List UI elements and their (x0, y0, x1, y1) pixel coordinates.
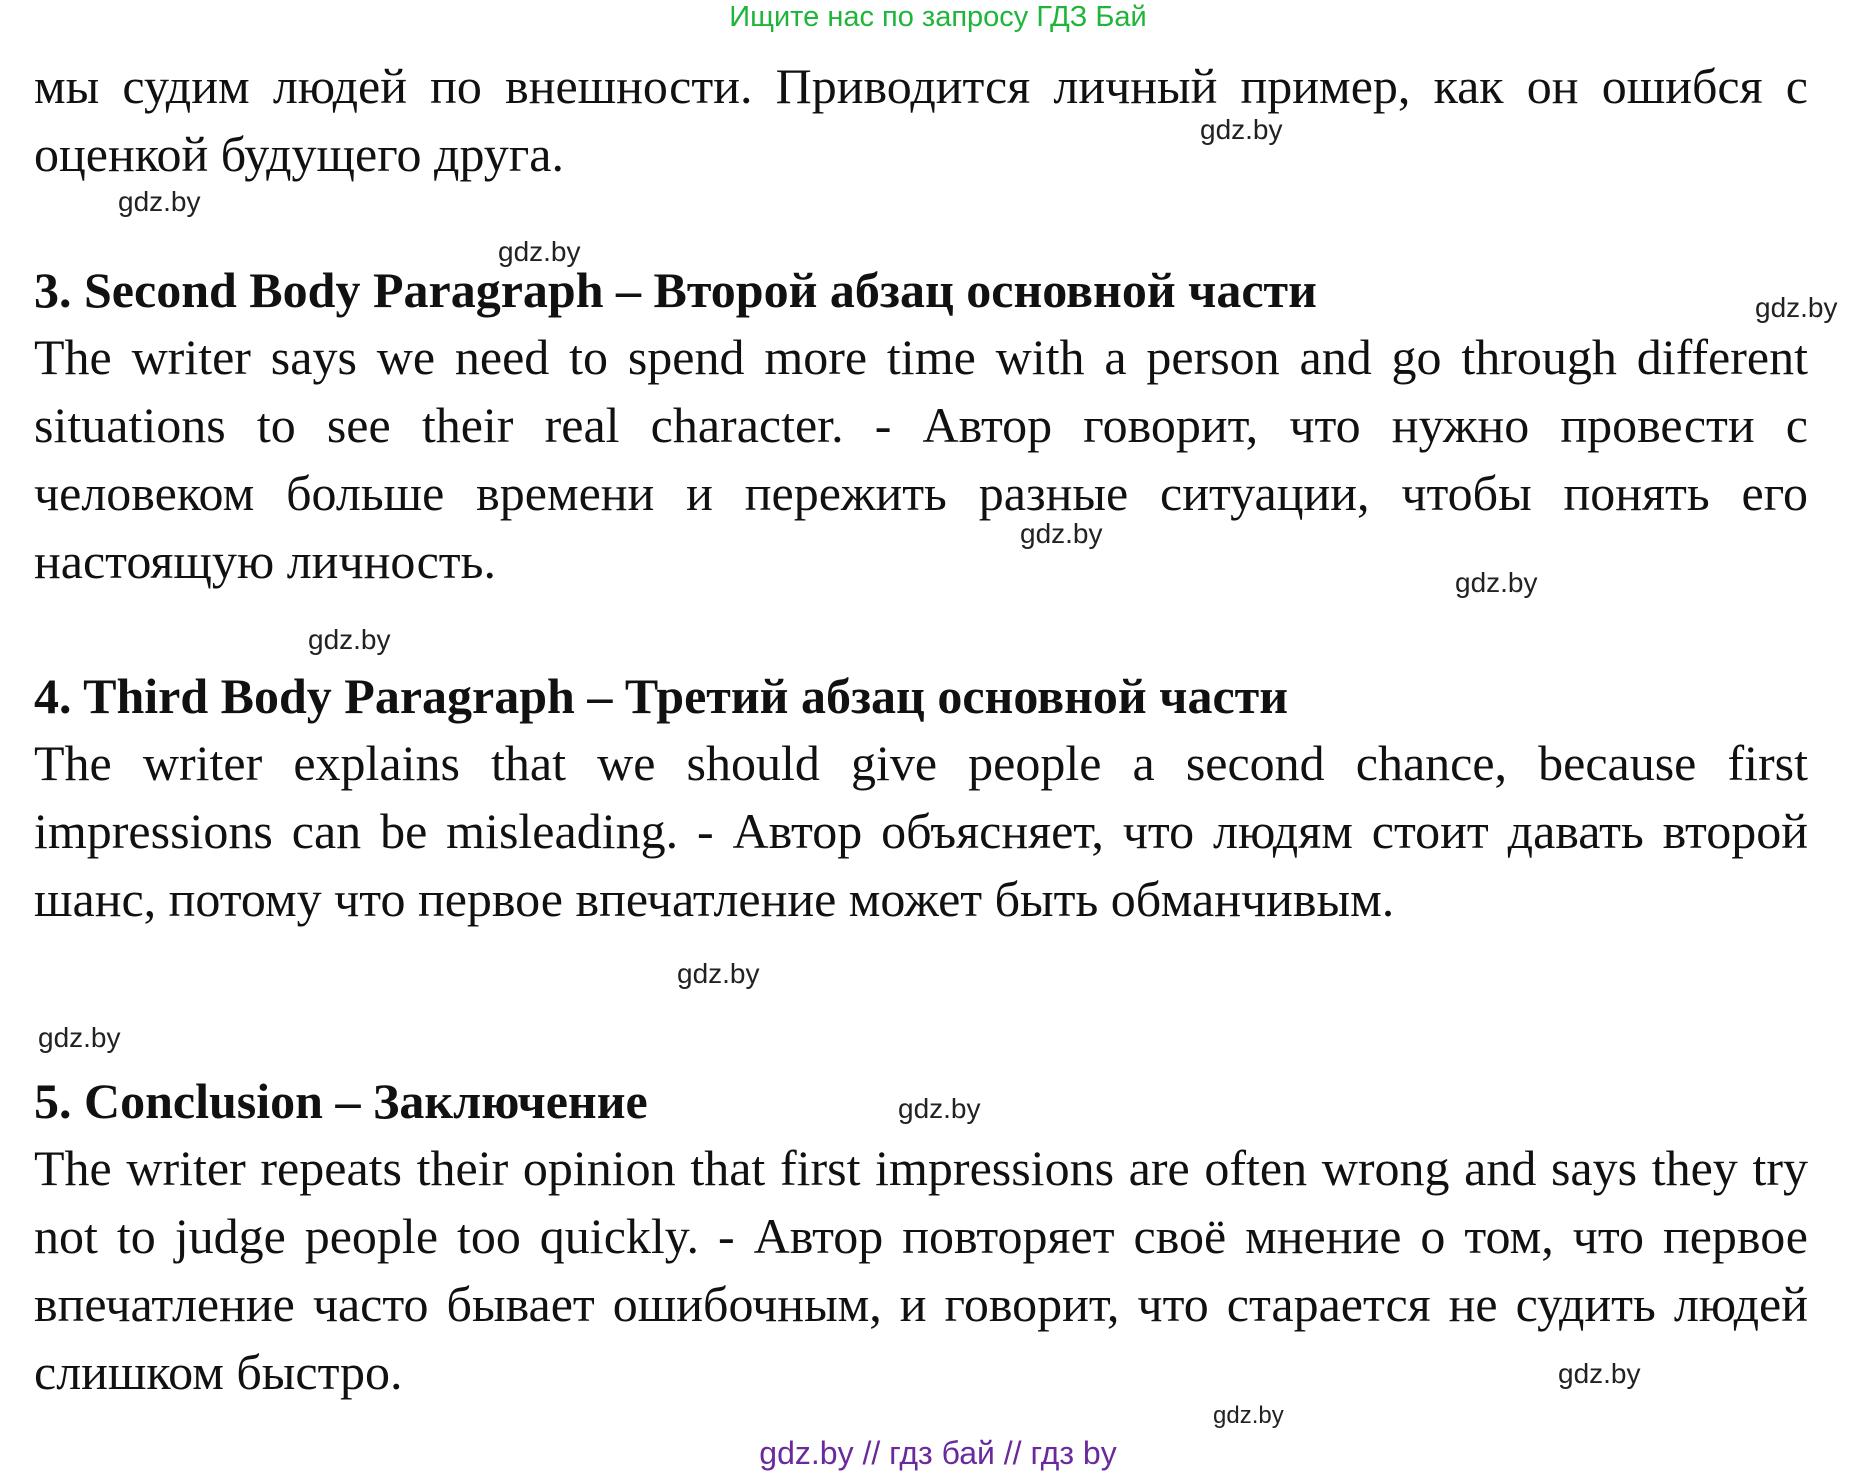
watermark: gdz.by (498, 236, 581, 267)
watermark: gdz.by (1020, 518, 1103, 549)
watermark: gdz.by (1455, 567, 1538, 598)
watermark: gdz.by (677, 958, 760, 989)
watermark: gdz.by (118, 186, 201, 217)
section-heading-conclusion: 5. Conclusion – Заключение (34, 1073, 648, 1129)
watermark: gdz.by (1213, 1402, 1284, 1429)
site-footer[interactable]: gdz.by // гдз бай // гдз by (759, 1435, 1117, 1471)
section-body-conclusion: The writer repeats their opinion that first impressions are often wrong and says they try not to judge people too quickly. - Автор повторяет своё мнение о том, что первое впечатление часто бывает ошибочным, и говорит, что старается не судить людей слишком быстро. (34, 1140, 1808, 1400)
watermark: gdz.by (1558, 1358, 1641, 1389)
site-banner[interactable]: Ищите нас по запросу ГДЗ Бай (729, 1, 1147, 33)
watermark: gdz.by (38, 1022, 121, 1053)
watermark: gdz.by (1200, 114, 1283, 145)
section-body-third-body: The writer explains that we should give people a second chance, because first impressions can be misleading. - Автор объясняет, что людям стоит давать второй шанс, потому что первое впечатление может быть обманчивым. (34, 735, 1808, 927)
watermark: gdz.by (308, 624, 391, 655)
section-body-second-body: The writer says we need to spend more time with a person and go through different situations to see their real character. - Автор говорит, что нужно провести с человеком больше времени и пережить разные ситуации, чтобы понять его настоящую личность. (34, 329, 1808, 589)
intro-paragraph: мы судим людей по внешности. Приводится личный пример, как он ошибся с оценкой будущего друга. (34, 58, 1808, 182)
section-heading-second-body: 3. Second Body Paragraph – Второй абзац основной части (34, 262, 1317, 318)
watermark: gdz.by (1755, 292, 1838, 323)
section-heading-third-body: 4. Third Body Paragraph – Третий абзац основной части (34, 668, 1289, 724)
watermark: gdz.by (898, 1093, 981, 1124)
